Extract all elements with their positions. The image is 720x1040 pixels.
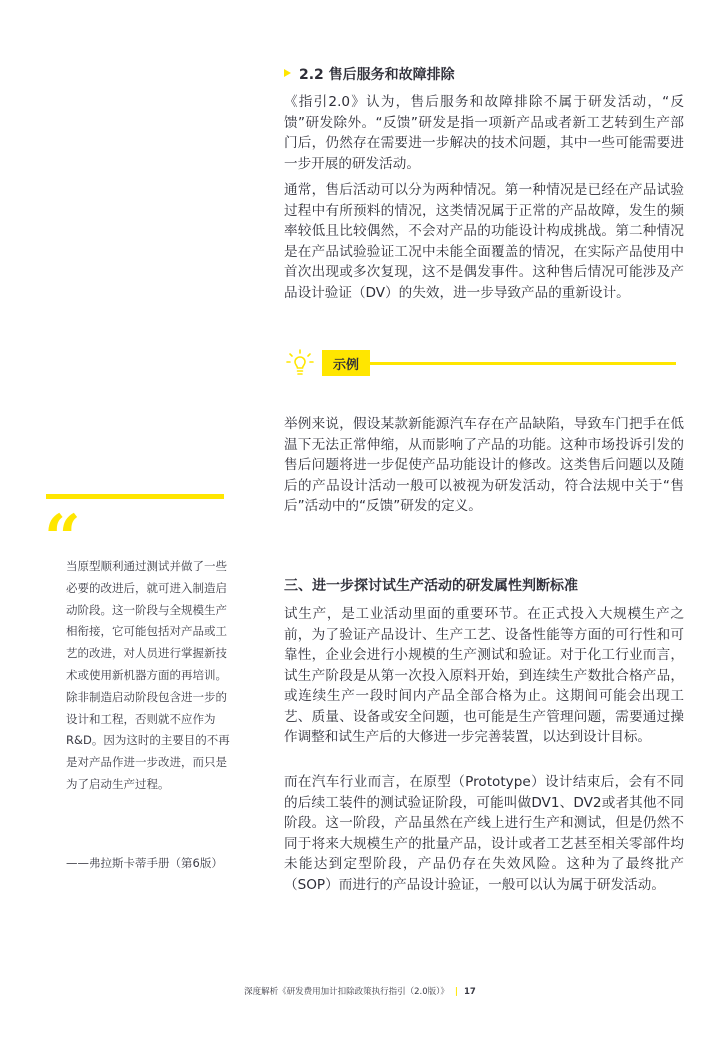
subsection-title: 三、进一步探讨试生产活动的研发属性判断标准 [284, 578, 578, 594]
quote-source: ——弗拉斯卡蒂手册（第6版） [66, 856, 223, 870]
section-paragraph-1: 《指引2.0》认为，售后服务和故障排除不属于研发活动，“反馈”研发除外。“反馈”研发是指一项新产品或者新工艺转到生产部门后，仍然存在需要进一步解决的技术问题，其中一些可能需要进一步开展的研发活动。 [284, 94, 684, 172]
example-divider [370, 362, 676, 365]
example-label: 示例 [322, 350, 370, 376]
page-number: 17 [464, 987, 476, 997]
example-callout [284, 348, 676, 378]
subsection-paragraph-2: 而在汽车行业而言，在原型（Prototype）设计结束后，会有不同的后续工装件的测试验证阶段，可能叫做DV1、DV2或者其他不同阶段。这一阶段，产品虽然在产线上进行生产和测试，但是仍然不同于将来大规模生产的批量产品，设计或者工艺甚至相关零部件均未能达到定型阶段，产品仍存在失效风险。这种为了最终批产（SOP）而进行的产品设计验证，一般可以认为属于研发活动。 [284, 774, 684, 893]
lightbulb-icon [286, 349, 314, 377]
section-heading [284, 66, 684, 84]
section-title: 2.2 售后服务和故障排除 [299, 67, 455, 83]
footer-title: 深度解析《研发费用加计扣除政策执行指引（2.0版）》 [244, 987, 449, 997]
section-paragraph-2: 通常，售后活动可以分为两种情况。第一种情况是已经在产品试验过程中有所预料的情况，这类情况属于正常的产品故障，发生的频率较低且比较偶然，不会对产品的功能设计构成挑战。第二种情况是在产品试验验证工况中未能全面覆盖的情况，在实际产品使用中首次出现或多次复现，这不是偶发事件。这种售后情况可能涉及产品设计验证（DV）的失效，进一步导致产品的重新设计。 [284, 182, 684, 301]
page-footer [0, 986, 720, 998]
quote-divider [46, 494, 224, 499]
triangle-bullet-icon [284, 69, 291, 77]
quote-text: 当原型顺利通过测试并做了一些必要的改进后，就可进入制造启动阶段。这一阶段与全规模生产相衔接，它可能包括对产品或工艺的改进，对人员进行掌握新技术或使用新机器方面的再培训。除非制造启动阶段包含进一步的设计和工程，否则就不应作为R&D。因为这时的主要目的不再是对产品作进一步改进，而只是为了启动生产过程。 [66, 559, 230, 791]
quote-mark-icon: “ [44, 501, 81, 576]
subsection-paragraph-1: 试生产，是工业活动里面的重要环节。在正式投入大规模生产之前，为了验证产品设计、生产工艺、设备性能等方面的可行性和可靠性，企业会进行小规模的生产测试和验证。对于化工行业而言，试生产阶段是从第一次投入原料开始，到连续生产数批合格产品，或连续生产一段时间内产品全部合格为止。这期间可能会出现工艺、质量、设备或安全问题，也可能是生产管理问题，需要通过操作调整和试生产后的大修进一步完善装置，以达到设计目标。 [284, 606, 684, 745]
footer-separator: | [454, 987, 459, 997]
example-text: 举例来说，假设某款新能源汽车存在产品缺陷，导致车门把手在低温下无法正常伸缩，从而影响了产品的功能。这种市场投诉引发的售后问题将进一步促使产品功能设计的修改。这类售后问题以及随后的产品设计活动一般可以被视为研发活动，符合法规中关于“售后”活动中的“反馈”研发的定义。 [284, 416, 684, 514]
